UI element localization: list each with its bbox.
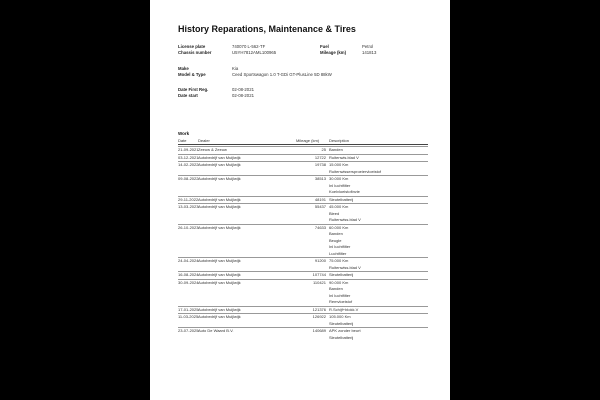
row-date: 14-02-2022 bbox=[178, 162, 199, 167]
row-description: APK zonder beurt bbox=[329, 328, 361, 333]
table-row bbox=[178, 154, 428, 162]
row-dealer: Autobedrijf van Muijlwijk bbox=[198, 204, 241, 209]
date-start-label: Date start bbox=[178, 93, 198, 98]
page-title: History Reparations, Maintenance & Tires bbox=[178, 24, 356, 34]
row-mileage: 121376 bbox=[312, 306, 326, 312]
row-dealer: Autobedrijf van Muijlwijk bbox=[198, 306, 241, 312]
row-description: Koelvloeistofinvie bbox=[329, 189, 360, 194]
row-mileage: 126922 bbox=[312, 314, 326, 319]
row-date: 11-03-2025 bbox=[178, 314, 199, 319]
row-description: Banden bbox=[329, 286, 343, 291]
row-description: 60.000 Km bbox=[329, 224, 349, 230]
row-dealer: Zeeuw & Zeeuw bbox=[198, 147, 227, 152]
row-date: 13-03-2023 bbox=[178, 204, 199, 209]
model-label: Model & Type bbox=[178, 72, 206, 77]
row-description: 90.000 Km bbox=[329, 279, 349, 285]
row-description: R.Schijf+blokk.V bbox=[329, 306, 359, 312]
row-mileage: 107744 bbox=[312, 272, 326, 277]
row-date: 09-08-2022 bbox=[178, 176, 199, 181]
table-row bbox=[178, 279, 428, 287]
row-date: 29-11-2022 bbox=[178, 196, 199, 202]
row-dealer: Autobedrijf van Muijlwijk bbox=[198, 196, 241, 202]
row-description: 15.000 Km bbox=[329, 162, 349, 167]
row-date: 23-07-2025 bbox=[178, 328, 199, 333]
row-dealer: Autobedrijf van Muijlwijk bbox=[198, 176, 241, 181]
table-row bbox=[178, 313, 428, 321]
row-mileage: 74633 bbox=[314, 224, 326, 230]
row-mileage: 55437 bbox=[314, 204, 326, 209]
work-table-header bbox=[178, 138, 428, 145]
row-description: Bleed bbox=[329, 210, 340, 216]
row-mileage: 19738 bbox=[314, 162, 326, 167]
row-date: 03-12-2021 bbox=[178, 154, 199, 160]
row-date: 24-04-2024 bbox=[178, 258, 199, 263]
row-description: Banden bbox=[329, 231, 343, 236]
table-row bbox=[178, 224, 428, 232]
first-reg-label: Date First Reg. bbox=[178, 87, 209, 92]
row-description: 75.000 Km bbox=[329, 258, 349, 263]
row-date: 21-09-2021 bbox=[178, 147, 199, 152]
table-row bbox=[178, 146, 428, 154]
row-description: Inl luchtfilter bbox=[329, 244, 351, 249]
row-description: 105.000 Km bbox=[329, 314, 351, 319]
first-reg-value: 02-08-2021 bbox=[232, 87, 254, 92]
date-start-value: 02-08-2021 bbox=[232, 93, 254, 98]
header-description: Description bbox=[329, 138, 350, 143]
header-mileage: Mileage (km) bbox=[296, 138, 320, 143]
chassis-label: Chassis number bbox=[178, 50, 212, 55]
row-dealer: Autobedrijf van Muijlwijk bbox=[198, 154, 241, 160]
work-table-body bbox=[178, 146, 428, 341]
report-page bbox=[150, 0, 450, 400]
row-dealer: Autobedrijf van Muijlwijk bbox=[198, 314, 241, 319]
license-plate-value: 740070 L-562-TF bbox=[232, 44, 266, 49]
row-dealer: Auto De Waard B.V. bbox=[198, 328, 234, 333]
row-date: 30-09-2024 bbox=[178, 279, 199, 285]
row-mileage: 110421 bbox=[312, 279, 326, 285]
row-dealer: Autobedrijf van Muijlwijk bbox=[198, 272, 241, 277]
table-row bbox=[178, 196, 428, 204]
row-dealer: Autobedrijf van Muijlwijk bbox=[198, 258, 241, 263]
table-row bbox=[178, 161, 428, 169]
row-description: Sleutelbatterij bbox=[329, 272, 354, 277]
row-dealer: Autobedrijf van Muijlwijk bbox=[198, 224, 241, 230]
row-description: 45.000 Km bbox=[329, 204, 349, 209]
row-description: Ruitenwissersproeiervloeistof bbox=[329, 168, 382, 174]
make-label: Make bbox=[178, 66, 189, 71]
chassis-value: U5YH7812AML100965 bbox=[232, 50, 277, 55]
table-row bbox=[178, 175, 428, 183]
row-description: Banden bbox=[329, 147, 343, 152]
mileage-value: 141813 bbox=[362, 50, 377, 55]
row-description: Inl luchtfilter bbox=[329, 292, 351, 298]
license-plate-label: License plate bbox=[178, 44, 206, 49]
row-description: Ruitenwis.blad V bbox=[329, 154, 359, 160]
row-date: 16-08-2024 bbox=[178, 272, 199, 277]
header-date: Date bbox=[178, 138, 187, 143]
model-value: Ceed Sportswagon 1.0 T-GDi GT-PlusLine 5D 88kW bbox=[232, 72, 332, 77]
row-mileage: 91200 bbox=[314, 258, 326, 263]
header-dealer: Dealer bbox=[198, 138, 210, 143]
row-description: Ruitenwiss.blad V bbox=[329, 264, 361, 270]
row-description: Inl luchtfilter bbox=[329, 182, 351, 188]
row-description: Beugle bbox=[329, 237, 342, 243]
table-row bbox=[178, 257, 428, 265]
mileage-label: Mileage (km) bbox=[320, 50, 347, 55]
fuel-label: Fuel bbox=[320, 44, 329, 49]
row-mileage: 140689 bbox=[312, 328, 326, 333]
row-description: 30.000 Km bbox=[329, 176, 349, 181]
table-row bbox=[178, 271, 428, 279]
fuel-value: Petrol bbox=[362, 44, 374, 49]
row-date: 17-01-2025 bbox=[178, 306, 199, 312]
table-row bbox=[178, 306, 428, 314]
row-description: Luchtfilter bbox=[329, 250, 347, 256]
make-value: Kia bbox=[232, 66, 239, 71]
table-row bbox=[178, 203, 428, 211]
row-mileage: 25 bbox=[321, 147, 326, 152]
work-section-title: Work bbox=[178, 131, 190, 136]
row-description: Ruitenwiss.blad V bbox=[329, 217, 361, 222]
row-description: Sleutelbatterij bbox=[329, 334, 354, 340]
row-date: 26-10-2023 bbox=[178, 224, 199, 230]
row-description: Sleutelbatterij bbox=[329, 320, 354, 326]
table-row bbox=[178, 335, 428, 342]
row-description: Sleutelbatterij bbox=[329, 196, 354, 202]
row-mileage: 48191 bbox=[314, 196, 326, 202]
row-mileage: 12722 bbox=[314, 154, 326, 160]
row-dealer: Autobedrijf van Muijlwijk bbox=[198, 279, 241, 285]
row-mileage: 38513 bbox=[314, 176, 326, 181]
table-row bbox=[178, 327, 428, 335]
row-description: Remvloeistof bbox=[329, 299, 353, 304]
row-dealer: Autobedrijf van Muijlwijk bbox=[198, 162, 241, 167]
